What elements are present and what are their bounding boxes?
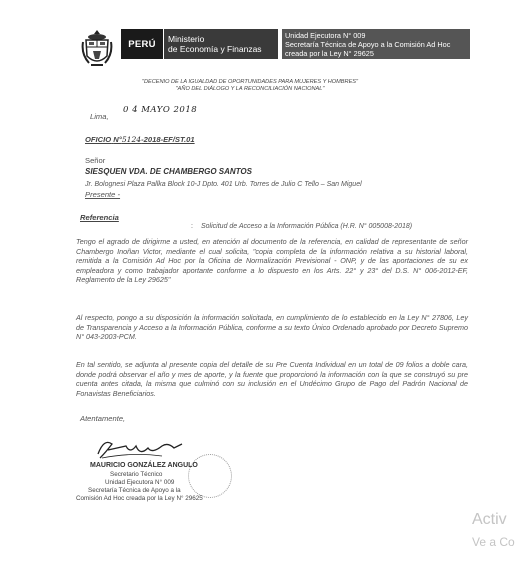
body-paragraph-3: En tal sentido, se adjunta al presente copia del detalle de su Pre Cuenta Individual en un total de 09 folios a doble cara, donde podrá observar el año y mes de aporte, y la fuente que proporcionó la información con la que se construyó su pre cuenta antes citada, la misma que culminó con su inclusión en el Undécimo Grupo de Pago del Padrón Nacional de Fonavistas Beneficiarios.	[76, 360, 468, 398]
signer-name: MAURICIO GONZÁLEZ ANGULO	[90, 462, 198, 469]
recipient-address: Jr. Bolognesi Plaza Pallka Block 10-J Dpto. 401 Urb. Torres de Julio C Tello – San Miguel	[85, 181, 362, 188]
ministry-line-1: Ministerio	[168, 34, 205, 44]
unit-line-3: creada por la Ley N° 29625	[285, 48, 374, 58]
place-label: Lima,	[90, 112, 109, 121]
date-stamp: 0 4 MAYO 2018	[123, 105, 198, 115]
oficio-prefix: OFICIO	[85, 135, 112, 144]
signer-commission: Comisión Ad Hoc creada por la Ley N° 29625	[76, 495, 203, 502]
signer-secretariat: Secretaría Técnica de Apoyo a la	[88, 487, 181, 494]
body-paragraph-1: Tengo el agrado de dirigirme a usted, en atención al documento de la referencia, en calidad de representante de señor Chambergo Inoñan Victor, mediante el cual solicita, "copia completa de la información relativa a su historial laboral, remitida a la Comisión Ad Hoc por la Oficina de Normalización Previsional - ONP, y de las aportaciones de su ex empleadora y como trabajador aportante conforme a lo dispuesto en los Arts. 22° y 23° del D.S. N° 006-2012-EF, Reglamento de la Ley 29625"	[76, 237, 468, 285]
closing: Atentamente,	[80, 414, 126, 423]
decenio-line-2: "AÑO DEL DIÁLOGO Y LA RECONCILIACIÓN NACIONAL"	[175, 86, 325, 92]
oficio-number	[85, 135, 195, 145]
country-logo	[121, 29, 163, 59]
oficio-number-label: N°	[113, 135, 122, 144]
body-paragraph-2: Al respecto, pongo a su disposición la información solicitada, en cumplimiento de lo establecido en la Ley N° 27806, Ley de Transparencia y Acceso a la Información Pública, conforme a su texto Único Ordenado aprobado por Decreto Supremo N° 043-2003-PCM.	[76, 313, 468, 342]
oficio-suffix: -2018-EF/ST.01	[141, 135, 195, 144]
signer-role: Secretario Técnico	[110, 471, 163, 478]
coat-of-arms-icon	[80, 28, 114, 70]
reference-colon: :	[191, 223, 193, 230]
official-stamp	[188, 454, 232, 498]
signer-unit: Unidad Ejecutora N° 009	[105, 479, 175, 486]
reference-label: Referencia	[80, 213, 119, 222]
unit-banner	[282, 29, 470, 59]
activation-watermark-line-2: Ve a Co	[472, 535, 515, 549]
recipient-name: SIESQUEN VDA. DE CHAMBERGO SANTOS	[85, 167, 252, 176]
presente-label: Presente -	[85, 190, 121, 199]
oficio-handwritten-number: 5124	[121, 135, 142, 144]
activation-watermark-line-1: Activ	[472, 511, 507, 528]
salutation: Señor	[85, 156, 106, 165]
decenio-line-1: "DECENIO DE LA IGUALDAD DE OPORTUNIDADES PARA MUJERES Y HOMBRES"	[141, 79, 359, 85]
handwritten-signature	[92, 436, 192, 462]
ministry-line-2: de Economía y Finanzas	[168, 44, 262, 54]
unit-line-1: Unidad Ejecutora N° 009	[285, 30, 366, 40]
unit-line-2: Secretaría Técnica de Apoyo a la Comisión Ad Hoc	[285, 39, 451, 49]
country-label: PERÚ	[128, 38, 156, 50]
ministry-banner	[164, 29, 278, 59]
reference-text: Solicitud de Acceso a la Información Pública (H.R. N° 005008-2018)	[201, 223, 413, 230]
